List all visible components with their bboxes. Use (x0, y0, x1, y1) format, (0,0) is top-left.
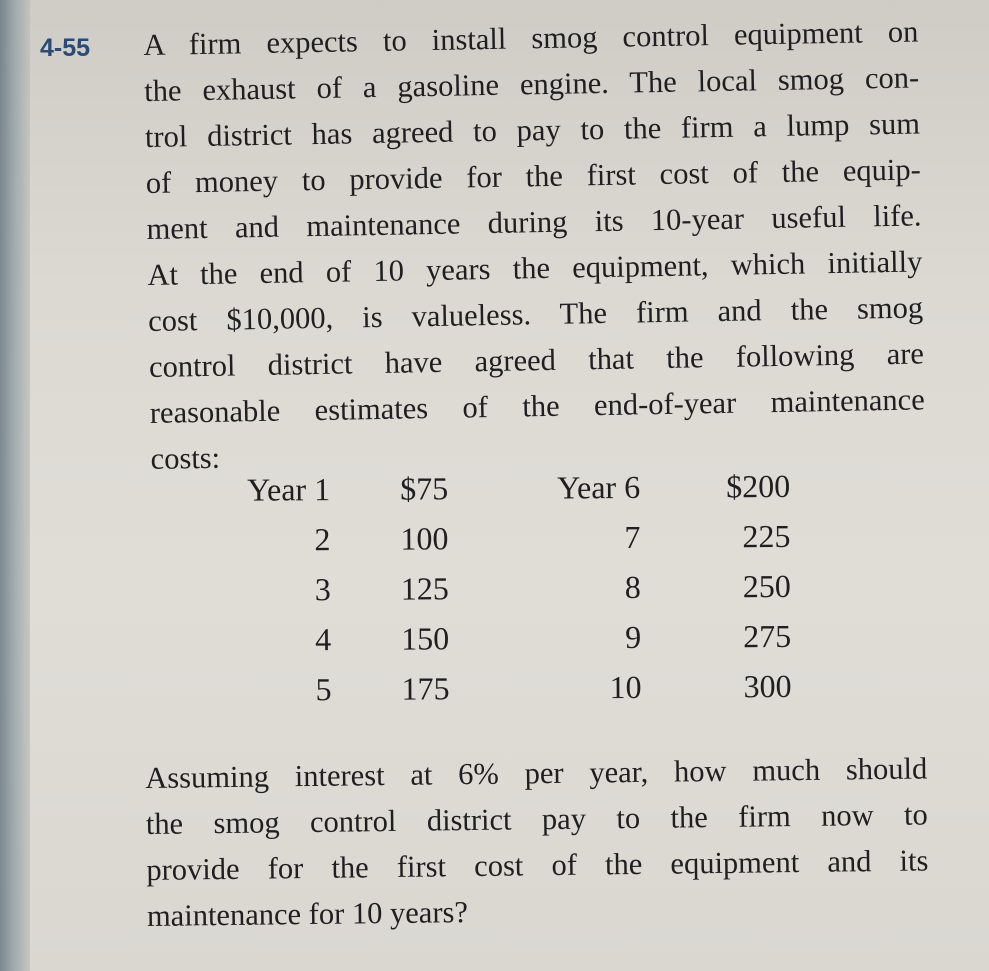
problem-intro (143, 8, 926, 481)
year-cell: 9 (625, 618, 642, 656)
intro-line: reasonable estimates of the end-of-year maintenance (149, 382, 926, 430)
table-row (201, 668, 821, 722)
question-line: the smog control district pay to the firm now to (145, 797, 928, 841)
cost-cell: 225 (742, 517, 791, 555)
table-row (200, 518, 820, 572)
table-row (201, 618, 821, 672)
problem-number: 4-55 (40, 34, 91, 62)
intro-line: control district have agreed that the following are (148, 336, 925, 384)
page-edge-shadow (0, 0, 30, 971)
cost-cell: 150 (401, 620, 450, 657)
intro-line: At the end of 10 years the equipment, which initially (147, 244, 923, 292)
year-cell: Year 1 (247, 471, 331, 508)
maintenance-cost-table (200, 468, 822, 722)
intro-line: costs: (150, 440, 221, 476)
intro-line: of money to provide for the first cost of the equip- (145, 152, 921, 200)
cost-cell: $200 (725, 467, 791, 505)
year-cell: 7 (624, 518, 641, 556)
question-line: Assuming interest at 6% per year, how much should (145, 751, 928, 795)
cost-cell: $75 (399, 470, 449, 507)
year-cell: 8 (624, 568, 641, 606)
intro-line: trol district has agreed to pay to the firm a lump sum (144, 106, 921, 154)
cost-cell: 275 (743, 617, 792, 655)
cost-cell: 175 (401, 670, 450, 707)
year-cell: 2 (314, 521, 331, 558)
year-cell: 10 (609, 668, 642, 706)
question-line: provide for the first cost of the equipment and its (146, 843, 929, 887)
cost-cell: 300 (743, 667, 792, 705)
cost-cell: 250 (742, 567, 791, 605)
intro-line: cost $10,000, is valueless. The firm and the smog (147, 290, 924, 338)
year-cell: 5 (315, 671, 332, 708)
year-cell: Year 6 (557, 468, 641, 506)
year-cell: 3 (314, 571, 331, 608)
problem-question (145, 745, 929, 939)
intro-line: ment and maintenance during its 10-year useful life. (146, 198, 922, 246)
cost-cell: 125 (400, 570, 449, 607)
table-row (200, 468, 820, 522)
intro-line: the exhaust of a gasoline engine. The local smog con- (143, 60, 920, 108)
year-cell: 4 (315, 621, 332, 658)
cost-cell: 100 (400, 520, 449, 557)
question-line: maintenance for 10 years? (146, 895, 469, 933)
intro-line: A firm expects to install smog control equipment on (143, 14, 919, 62)
table-row (201, 568, 821, 622)
